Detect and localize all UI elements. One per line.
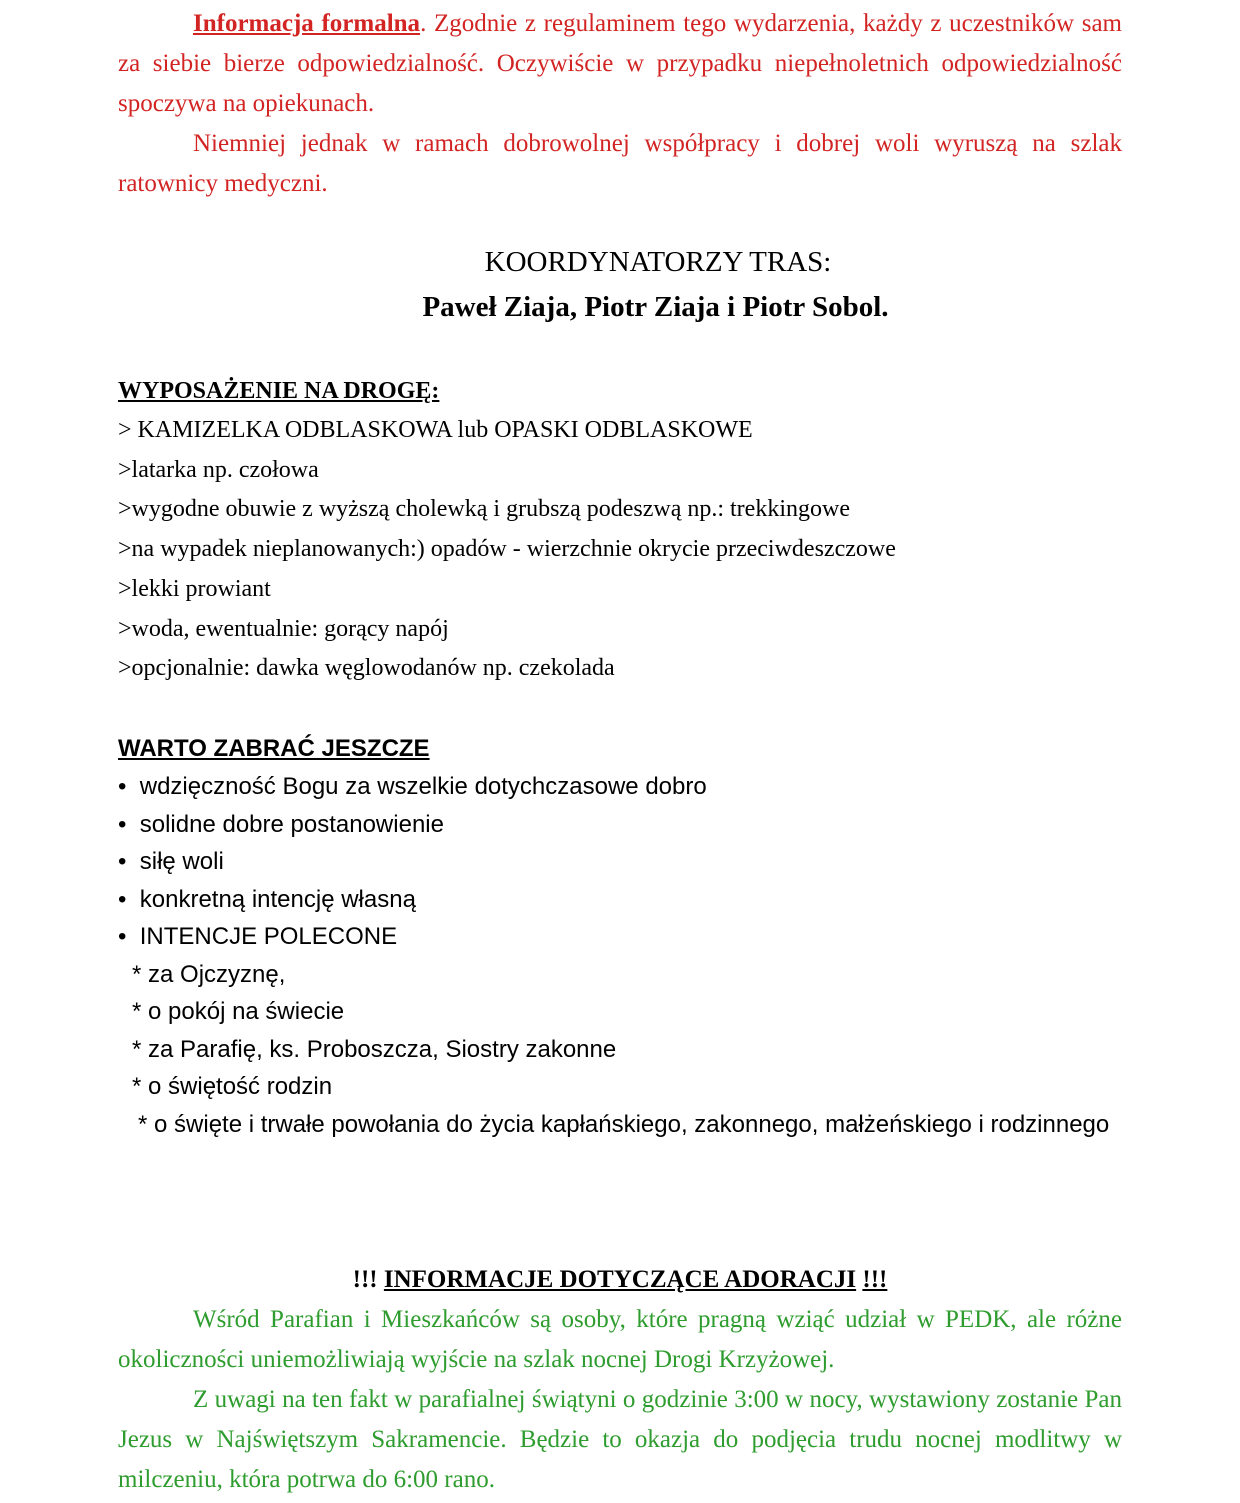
formal-info-section xyxy=(118,4,1122,204)
adoration-heading-text: INFORMACJE DOTYCZĄCE ADORACJI xyxy=(383,1266,857,1293)
equipment-item: >latarka np. czołowa xyxy=(118,456,319,483)
intention-item: * za Ojczyznę, xyxy=(132,960,286,988)
bullet-icon: • xyxy=(118,810,127,838)
exclamation-prefix: !!! xyxy=(352,1266,384,1293)
bullet-icon: • xyxy=(118,923,127,950)
formal-info-text: . Zgodnie z regulaminem tego wydarzenia, każdy z uczestników sam za siebie bierze odpowiedzialność. Oczywiście w przypadku niepełnoletnich odpowiedzialność spoczywa na opiekunach. xyxy=(118,10,1122,117)
coordinators-section xyxy=(118,242,1198,332)
bullet-icon: • xyxy=(118,885,127,913)
equipment-heading: WYPOSAŻENIE NA DROGĘ: xyxy=(118,378,440,404)
equipment-item: >lekki prowiant xyxy=(118,575,271,602)
intention-item: * o pokój na świecie xyxy=(132,998,345,1025)
equipment-item: >na wypadek nieplanowanych:) opadów - wierzchnie okrycie przeciwdeszczowe xyxy=(118,536,896,563)
bullet-icon: • xyxy=(118,848,127,875)
intention-item: * o święte i trwałe powołania do życia kapłańskiego, zakonnego, małżeńskiego i rodzinnego xyxy=(138,1110,1110,1138)
list-item: • siłę woli xyxy=(118,848,224,875)
adoration-heading xyxy=(118,1260,1122,1300)
adoration-paragraph-1: Wśród Parafian i Mieszkańców są osoby, które pragną wziąć udział w PEDK, ale różne okoliczności uniemożliwiają wyjście na szlak nocnej Drogi Krzyżowej. xyxy=(118,1306,1122,1373)
formal-info-paragraph xyxy=(118,4,1122,124)
equipment-list xyxy=(118,411,1122,689)
adoration-section xyxy=(118,1260,1122,1500)
formal-info-label: Informacja formalna xyxy=(193,10,421,37)
worth-taking-list xyxy=(118,768,1122,956)
list-item: • solidne dobre postanowienie xyxy=(118,810,444,838)
equipment-item: >wygodne obuwie z wyższą cholewką i grubszą podeszwą np.: trekkingowe xyxy=(118,496,850,523)
intention-item: * o świętość rodzin xyxy=(132,1073,333,1100)
worth-taking-section xyxy=(118,730,1122,1143)
medics-paragraph: Niemniej jednak w ramach dobrowolnej współpracy i dobrej woli wyruszą na szlak ratownicy medyczni. xyxy=(118,130,1122,197)
list-item: • wdzięczność Bogu za wszelkie dotychczasowe dobro xyxy=(118,773,707,800)
equipment-item: > KAMIZELKA ODBLASKOWA lub OPASKI ODBLASKOWE xyxy=(118,417,753,443)
equipment-item: >woda, ewentualnie: gorący napój xyxy=(118,615,449,642)
equipment-section xyxy=(118,371,1122,689)
coordinators-names: Paweł Ziaja, Piotr Ziaja i Piotr Sobol. xyxy=(422,291,889,323)
adoration-paragraph-2: Z uwagi na ten fakt w parafialnej świątyni o godzinie 3:00 w nocy, wystawiony zostanie Pan Jezus w Najświętszym Sakramencie. Będzie to okazja do podjęcia trudu nocnej modlitwy w milczeniu, która potrwa do 6:00 rano. xyxy=(118,1386,1122,1493)
worth-taking-heading: WARTO ZABRAĆ JESZCZE xyxy=(118,735,430,762)
exclamation-suffix: !!! xyxy=(862,1266,888,1293)
intention-item: * za Parafię, ks. Proboszcza, Siostry zakonne xyxy=(132,1035,617,1063)
list-item: • INTENCJE POLECONE xyxy=(118,923,398,950)
intentions-list xyxy=(118,956,1122,1144)
equipment-item: >opcjonalnie: dawka węglowodanów np. czekolada xyxy=(118,655,615,682)
coordinators-heading: KOORDYNATORZY TRAS: xyxy=(484,246,832,278)
list-item: • konkretną intencję własną xyxy=(118,885,416,913)
bullet-icon: • xyxy=(118,773,127,800)
